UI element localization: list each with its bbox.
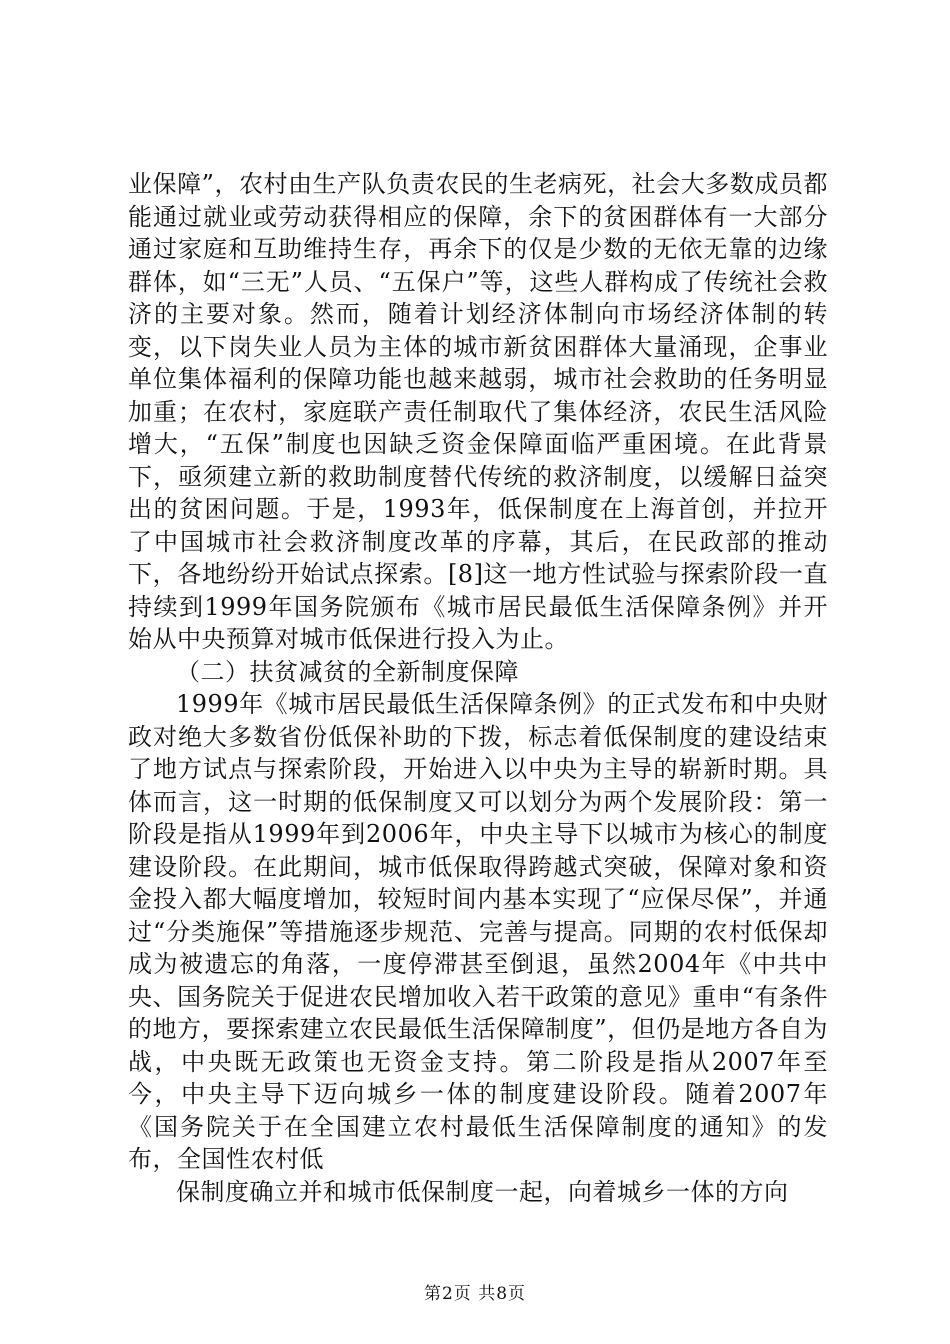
section-heading: （二）扶贫减贫的全新制度保障: [176, 657, 519, 686]
paragraph-continuation: 业保障”，农村由生产队负责农民的生老病死，社会大多数成员都能通过就业或劳动获得相应的保障，余下的贫困群体有一大部分通过家庭和互助维持生存，再余下的仅是少数的无依无靠的边缘群体，如“三无”人员、“五保户”等，这些人群构成了传统社会救济的主要对象。然而，随着计划经济体制向市场经济体制的转变，以下岗失业人员为主体的城市新贫困群体大量涌现，企事业单位集体福利的保障功能也越来越弱，城市社会救助的任务明显加重；在农村，家庭联产责任制取代了集体经济，农民生活风险增大，“五保”制度也因缺乏资金保障面临严重困境。在此背景下，亟须建立新的救助制度替代传统的救济制度，以缓解日益突出的贫困问题。于是，1993年，低保制度在上海首创，并拉开了中国城市社会救济制度改革的序幕，其后，在民政部的推动下，各地纷纷开始试点探索。[8]这一地方性试验与探索阶段一直持续到1999年国务院颁布《城市居民最低生活保障条例》并开始从中央预算对城市低保进行投入为止。: [128, 170, 828, 653]
paragraph-body: 1999年《城市居民最低生活保障条例》的正式发布和中央财政对绝大多数省份低保补助的下拨，标志着低保制度的建设结束了地方试点与探索阶段，开始进入以中央为主导的崭新时期。具体而言，这一时期的低保制度又可以划分为两个发展阶段：第一阶段是指从1999年到2006年，中央主导下以城市为核心的制度建设阶段。在此期间，城市低保取得跨越式突破，保障对象和资金投入都大幅度增加，较短时间内基本实现了“应保尽保”，并通过“分类施保”等措施逐步规范、完善与提高。同期的农村低保却成为被遗忘的角落，一度停滞甚至倒退，虽然2004年《中共中央、国务院关于促进农民增加收入若干政策的意见》重申“有条件的地方，要探索建立农民最低生活保障制度”，但仍是地方各自为战，中央既无政策也无资金支持。第二阶段是指从2007年至今，中央主导下迈向城乡一体的制度建设阶段。随着2007年《国务院关于在全国建立农村最低生活保障制度的通知》的发布，全国性农村低: [128, 690, 828, 1173]
body-text: [128, 168, 828, 1208]
page-footer: 第2页 共8页: [423, 1284, 527, 1304]
paragraph-body-continued: 保制度确立并和城市低保制度一起，向着城乡一体的方向: [176, 1177, 789, 1206]
